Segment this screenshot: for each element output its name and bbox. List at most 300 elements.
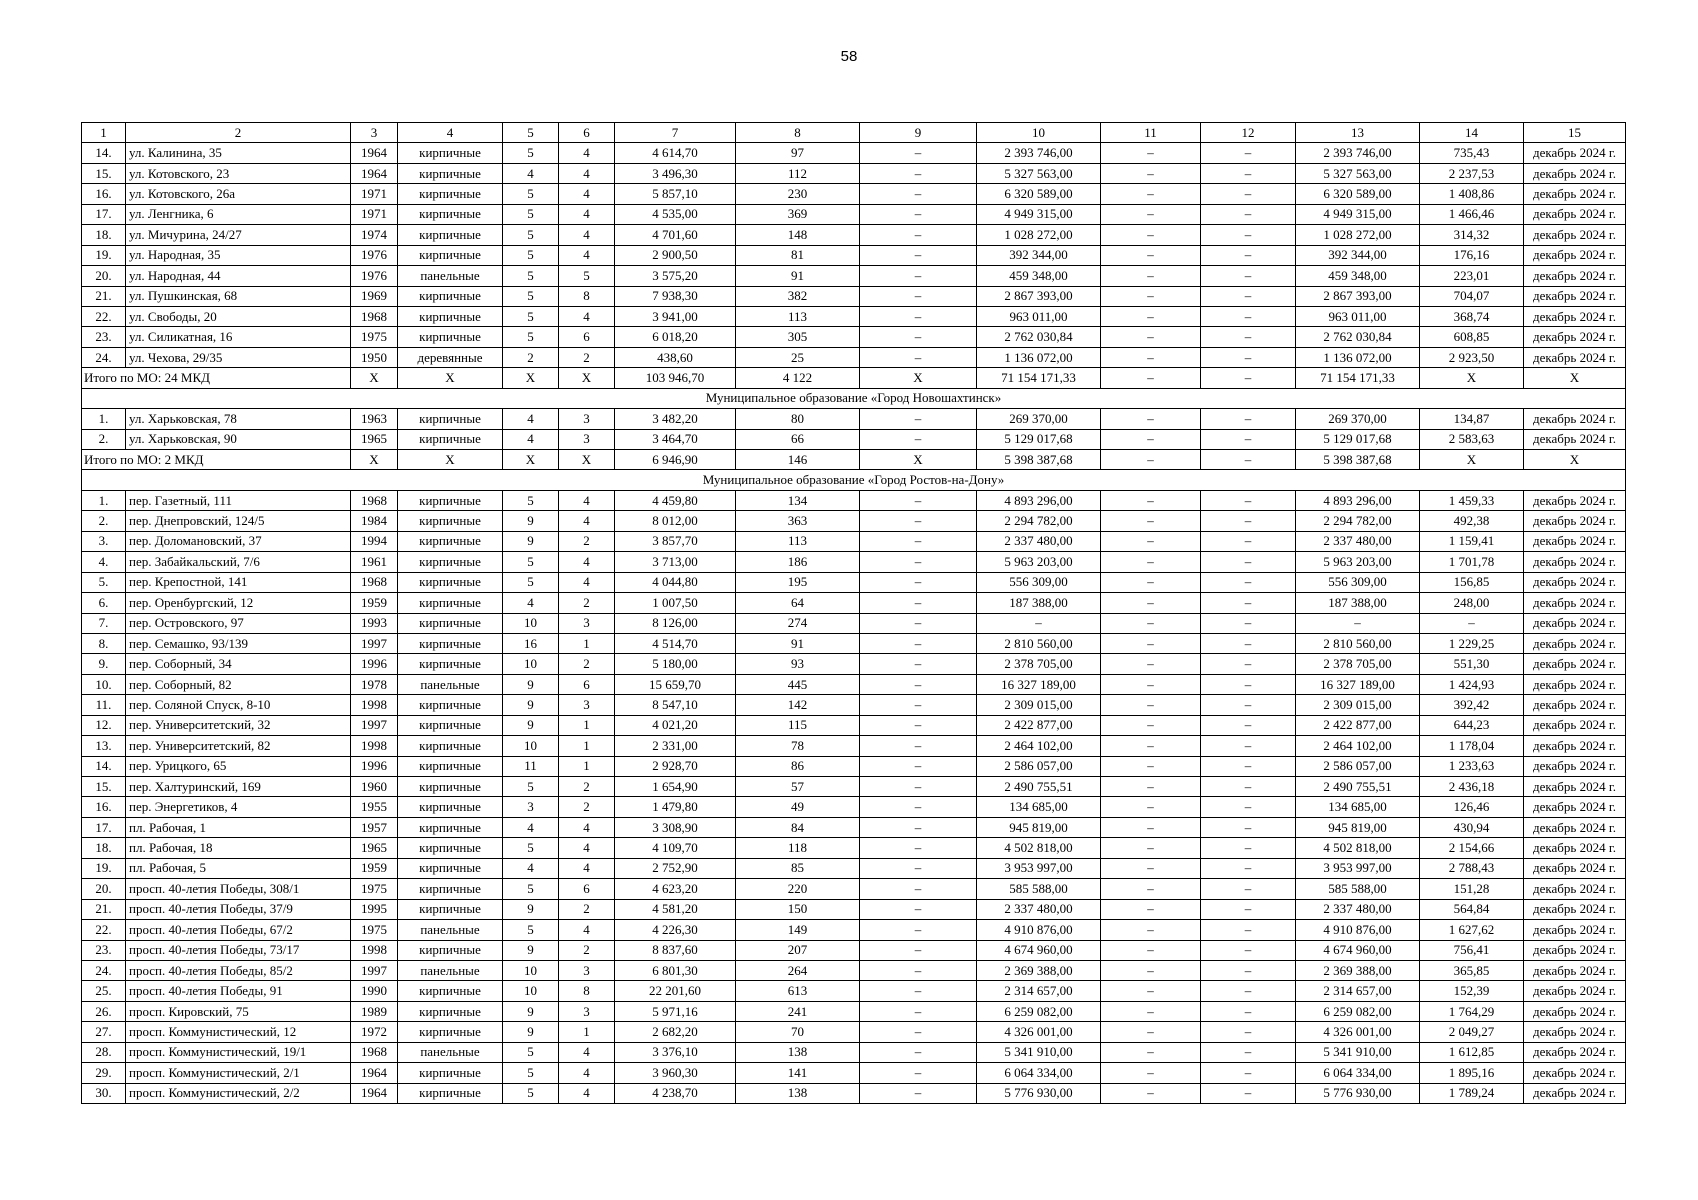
wall-material-cell: кирпичные xyxy=(398,1022,503,1042)
floors-cell: 9 xyxy=(503,715,559,735)
residents-cell: 382 xyxy=(736,286,860,306)
column-number: 9 xyxy=(860,123,977,143)
residents-cell: 445 xyxy=(736,674,860,694)
wall-material-cell: кирпичные xyxy=(398,654,503,674)
floors-cell: 9 xyxy=(503,1022,559,1042)
section-header-row xyxy=(82,470,1626,490)
cost-total-cell: – xyxy=(977,613,1101,633)
col-12-cell: – xyxy=(1201,695,1296,715)
year-built-cell: 1984 xyxy=(351,511,398,531)
residents-cell: 305 xyxy=(736,327,860,347)
address-cell: пер. Энергетиков, 4 xyxy=(126,797,351,817)
table-row xyxy=(82,490,1626,510)
col-9-cell: – xyxy=(860,306,977,326)
entrances-cell: 3 xyxy=(559,409,615,429)
cost-fund-cell: 5 129 017,68 xyxy=(1296,429,1420,449)
year-built-cell: 1971 xyxy=(351,184,398,204)
total-area-cell: 4 021,20 xyxy=(615,715,736,735)
cost-per-sqm-cell: 126,46 xyxy=(1420,797,1524,817)
table-row xyxy=(82,879,1626,899)
total-area-cell: 6 801,30 xyxy=(615,960,736,980)
col-11-cell: – xyxy=(1101,225,1201,245)
total-area-cell: 4 581,20 xyxy=(615,899,736,919)
cost-total-cell: 2 309 015,00 xyxy=(977,695,1101,715)
total-area-cell: 8 547,10 xyxy=(615,695,736,715)
address-cell: ул. Котовского, 23 xyxy=(126,163,351,183)
cost-per-sqm-cell: 2 049,27 xyxy=(1420,1022,1524,1042)
total-area-cell: 3 308,90 xyxy=(615,817,736,837)
residents-cell: 91 xyxy=(736,633,860,653)
row-index-cell: 19. xyxy=(82,245,126,265)
address-cell: ул. Пушкинская, 68 xyxy=(126,286,351,306)
completion-date-cell: декабрь 2024 г. xyxy=(1524,204,1626,224)
col-11-cell: – xyxy=(1101,960,1201,980)
total-cost-per-sqm-cell: Х xyxy=(1420,450,1524,470)
cost-per-sqm-cell: 152,39 xyxy=(1420,981,1524,1001)
cost-total-cell: 945 819,00 xyxy=(977,817,1101,837)
row-index-cell: 19. xyxy=(82,858,126,878)
col-12-cell: – xyxy=(1201,879,1296,899)
wall-material-cell: кирпичные xyxy=(398,736,503,756)
address-cell: просп. 40-летия Победы, 73/17 xyxy=(126,940,351,960)
year-built-cell: 1994 xyxy=(351,531,398,551)
wall-material-cell: кирпичные xyxy=(398,429,503,449)
cost-total-cell: 2 810 560,00 xyxy=(977,633,1101,653)
residents-cell: 70 xyxy=(736,1022,860,1042)
wall-material-cell: кирпичные xyxy=(398,797,503,817)
table-row xyxy=(82,817,1626,837)
table-row xyxy=(82,1063,1626,1083)
col-12-cell: – xyxy=(1201,940,1296,960)
col-12-cell: – xyxy=(1201,715,1296,735)
address-cell: просп. Коммунистический, 2/1 xyxy=(126,1063,351,1083)
col-9-cell: – xyxy=(860,960,977,980)
total-area-cell: 4 226,30 xyxy=(615,920,736,940)
wall-material-cell: кирпичные xyxy=(398,756,503,776)
row-index-cell: 1. xyxy=(82,409,126,429)
floors-cell: 4 xyxy=(503,593,559,613)
completion-date-cell: декабрь 2024 г. xyxy=(1524,838,1626,858)
table-row xyxy=(82,838,1626,858)
wall-material-cell: панельные xyxy=(398,266,503,286)
column-number: 8 xyxy=(736,123,860,143)
table-row xyxy=(82,204,1626,224)
cost-total-cell: 6 320 589,00 xyxy=(977,184,1101,204)
total-area-cell: 1 654,90 xyxy=(615,777,736,797)
residents-cell: 93 xyxy=(736,654,860,674)
total-label: Итого по МО: 2 МКД xyxy=(82,450,351,470)
cost-per-sqm-cell: – xyxy=(1420,613,1524,633)
year-built-cell: 1997 xyxy=(351,960,398,980)
cost-total-cell: 134 685,00 xyxy=(977,797,1101,817)
wall-material-cell: кирпичные xyxy=(398,490,503,510)
col-9-cell: – xyxy=(860,184,977,204)
year-built-cell: 1965 xyxy=(351,429,398,449)
wall-material-cell: кирпичные xyxy=(398,940,503,960)
cost-fund-cell: 187 388,00 xyxy=(1296,593,1420,613)
floors-cell: 9 xyxy=(503,940,559,960)
cost-per-sqm-cell: 644,23 xyxy=(1420,715,1524,735)
row-index-cell: 23. xyxy=(82,940,126,960)
col-9-cell: – xyxy=(860,1022,977,1042)
wall-material-cell: кирпичные xyxy=(398,879,503,899)
residents-cell: 91 xyxy=(736,266,860,286)
column-number: 11 xyxy=(1101,123,1201,143)
row-index-cell: 17. xyxy=(82,817,126,837)
residents-cell: 115 xyxy=(736,715,860,735)
col-11-cell: – xyxy=(1101,633,1201,653)
entrances-cell: 2 xyxy=(559,654,615,674)
year-built-cell: 1950 xyxy=(351,347,398,367)
column-number: 1 xyxy=(82,123,126,143)
entrances-cell: 4 xyxy=(559,1042,615,1062)
total-cost-per-sqm-cell: Х xyxy=(1420,368,1524,388)
row-index-cell: 26. xyxy=(82,1001,126,1021)
year-built-cell: 1997 xyxy=(351,633,398,653)
col-11-cell: – xyxy=(1101,531,1201,551)
cost-fund-cell: 5 341 910,00 xyxy=(1296,1042,1420,1062)
col-12-cell: – xyxy=(1201,960,1296,980)
wall-material-cell: кирпичные xyxy=(398,286,503,306)
cost-per-sqm-cell: 1 701,78 xyxy=(1420,552,1524,572)
year-built-cell: 1998 xyxy=(351,695,398,715)
col-12-cell: – xyxy=(1201,1022,1296,1042)
col-9-cell: – xyxy=(860,920,977,940)
row-index-cell: 4. xyxy=(82,552,126,572)
cost-total-cell: 5 963 203,00 xyxy=(977,552,1101,572)
wall-material-cell: кирпичные xyxy=(398,204,503,224)
floors-cell: 10 xyxy=(503,960,559,980)
residents-cell: 138 xyxy=(736,1083,860,1103)
column-number: 6 xyxy=(559,123,615,143)
column-number: 13 xyxy=(1296,123,1420,143)
col-11-cell: – xyxy=(1101,1022,1201,1042)
wall-material-cell: кирпичные xyxy=(398,306,503,326)
entrances-cell: 1 xyxy=(559,715,615,735)
cost-per-sqm-cell: 1 459,33 xyxy=(1420,490,1524,510)
col-12-cell: – xyxy=(1201,184,1296,204)
col-11-cell: – xyxy=(1101,858,1201,878)
residents-cell: 369 xyxy=(736,204,860,224)
col-9-cell: – xyxy=(860,286,977,306)
row-index-cell: 15. xyxy=(82,163,126,183)
address-cell: пер. Семашко, 93/139 xyxy=(126,633,351,653)
cost-per-sqm-cell: 564,84 xyxy=(1420,899,1524,919)
completion-date-cell: декабрь 2024 г. xyxy=(1524,184,1626,204)
col-12-cell: – xyxy=(1201,1063,1296,1083)
year-built-cell: 1976 xyxy=(351,266,398,286)
completion-date-cell: декабрь 2024 г. xyxy=(1524,531,1626,551)
col-9-cell: – xyxy=(860,695,977,715)
col-11-cell: – xyxy=(1101,306,1201,326)
completion-date-cell: декабрь 2024 г. xyxy=(1524,143,1626,163)
total-area-cell: 22 201,60 xyxy=(615,981,736,1001)
total-completion-date-cell: Х xyxy=(1524,450,1626,470)
total-completion-date-cell: Х xyxy=(1524,368,1626,388)
col-9-cell: – xyxy=(860,838,977,858)
col-12-cell: – xyxy=(1201,858,1296,878)
wall-material-cell: кирпичные xyxy=(398,327,503,347)
wall-material-cell: кирпичные xyxy=(398,613,503,633)
address-cell: просп. Коммунистический, 12 xyxy=(126,1022,351,1042)
col-12-cell: – xyxy=(1201,838,1296,858)
entrances-cell: 4 xyxy=(559,204,615,224)
floors-cell: 9 xyxy=(503,1001,559,1021)
col-9-cell: – xyxy=(860,490,977,510)
residents-cell: 113 xyxy=(736,531,860,551)
col-12-cell: – xyxy=(1201,572,1296,592)
floors-cell: 10 xyxy=(503,654,559,674)
table-row xyxy=(82,286,1626,306)
address-cell: ул. Свободы, 20 xyxy=(126,306,351,326)
total-wall-material-cell: Х xyxy=(398,368,503,388)
cost-per-sqm-cell: 2 923,50 xyxy=(1420,347,1524,367)
floors-cell: 9 xyxy=(503,695,559,715)
total-area-cell: 3 376,10 xyxy=(615,1042,736,1062)
residents-cell: 49 xyxy=(736,797,860,817)
col-9-cell: – xyxy=(860,817,977,837)
completion-date-cell: декабрь 2024 г. xyxy=(1524,756,1626,776)
col-11-cell: – xyxy=(1101,1063,1201,1083)
table-row xyxy=(82,429,1626,449)
col-12-cell: – xyxy=(1201,654,1296,674)
cost-fund-cell: 4 502 818,00 xyxy=(1296,838,1420,858)
completion-date-cell: декабрь 2024 г. xyxy=(1524,940,1626,960)
floors-cell: 5 xyxy=(503,225,559,245)
year-built-cell: 1965 xyxy=(351,838,398,858)
section-header-row xyxy=(82,388,1626,408)
cost-per-sqm-cell: 2 436,18 xyxy=(1420,777,1524,797)
entrances-cell: 4 xyxy=(559,143,615,163)
col-11-cell: – xyxy=(1101,490,1201,510)
col-11-cell: – xyxy=(1101,327,1201,347)
cost-fund-cell: 3 953 997,00 xyxy=(1296,858,1420,878)
floors-cell: 5 xyxy=(503,286,559,306)
col-9-cell: – xyxy=(860,736,977,756)
wall-material-cell: кирпичные xyxy=(398,1001,503,1021)
cost-fund-cell: 2 422 877,00 xyxy=(1296,715,1420,735)
cost-per-sqm-cell: 1 229,25 xyxy=(1420,633,1524,653)
residents-cell: 81 xyxy=(736,245,860,265)
total-area-cell: 4 514,70 xyxy=(615,633,736,653)
table-row xyxy=(82,797,1626,817)
col-11-cell: – xyxy=(1101,572,1201,592)
floors-cell: 5 xyxy=(503,245,559,265)
wall-material-cell: панельные xyxy=(398,920,503,940)
cost-total-cell: 2 393 746,00 xyxy=(977,143,1101,163)
entrances-cell: 2 xyxy=(559,347,615,367)
cost-fund-cell: 4 674 960,00 xyxy=(1296,940,1420,960)
entrances-cell: 4 xyxy=(559,490,615,510)
table-row xyxy=(82,858,1626,878)
completion-date-cell: декабрь 2024 г. xyxy=(1524,736,1626,756)
floors-cell: 9 xyxy=(503,531,559,551)
row-index-cell: 29. xyxy=(82,1063,126,1083)
residents-cell: 613 xyxy=(736,981,860,1001)
total-area-cell: 438,60 xyxy=(615,347,736,367)
row-index-cell: 13. xyxy=(82,736,126,756)
cost-total-cell: 5 129 017,68 xyxy=(977,429,1101,449)
floors-cell: 5 xyxy=(503,490,559,510)
cost-total-cell: 6 064 334,00 xyxy=(977,1063,1101,1083)
table-body xyxy=(82,123,1626,1104)
entrances-cell: 4 xyxy=(559,184,615,204)
wall-material-cell: кирпичные xyxy=(398,858,503,878)
total-floors-cell: Х xyxy=(503,368,559,388)
address-cell: просп. Коммунистический, 19/1 xyxy=(126,1042,351,1062)
cost-fund-cell: 4 893 296,00 xyxy=(1296,490,1420,510)
column-number: 10 xyxy=(977,123,1101,143)
table-row xyxy=(82,940,1626,960)
total-area-cell: 1 479,80 xyxy=(615,797,736,817)
entrances-cell: 4 xyxy=(559,1063,615,1083)
total-area-cell: 7 938,30 xyxy=(615,286,736,306)
total-area-cell: 3 960,30 xyxy=(615,1063,736,1083)
cost-fund-cell: 585 588,00 xyxy=(1296,879,1420,899)
col-9-cell: – xyxy=(860,1083,977,1103)
col-12-cell: – xyxy=(1201,1042,1296,1062)
floors-cell: 10 xyxy=(503,736,559,756)
cost-fund-cell: 2 314 657,00 xyxy=(1296,981,1420,1001)
cost-fund-cell: 5 327 563,00 xyxy=(1296,163,1420,183)
completion-date-cell: декабрь 2024 г. xyxy=(1524,1001,1626,1021)
col-12-cell: – xyxy=(1201,613,1296,633)
total-col-9-cell: Х xyxy=(860,450,977,470)
cost-fund-cell: 2 309 015,00 xyxy=(1296,695,1420,715)
cost-per-sqm-cell: 1 466,46 xyxy=(1420,204,1524,224)
table-row xyxy=(82,572,1626,592)
col-9-cell: – xyxy=(860,940,977,960)
completion-date-cell: декабрь 2024 г. xyxy=(1524,654,1626,674)
cost-fund-cell: 2 762 030,84 xyxy=(1296,327,1420,347)
total-area-cell: 4 044,80 xyxy=(615,572,736,592)
address-cell: ул. Народная, 44 xyxy=(126,266,351,286)
cost-fund-cell: 1 136 072,00 xyxy=(1296,347,1420,367)
total-area-cell: 8 012,00 xyxy=(615,511,736,531)
year-built-cell: 1990 xyxy=(351,981,398,1001)
col-11-cell: – xyxy=(1101,777,1201,797)
cost-total-cell: 5 776 930,00 xyxy=(977,1083,1101,1103)
entrances-cell: 4 xyxy=(559,572,615,592)
col-12-cell: – xyxy=(1201,674,1296,694)
row-index-cell: 24. xyxy=(82,960,126,980)
total-area-cell: 2 928,70 xyxy=(615,756,736,776)
year-built-cell: 1971 xyxy=(351,204,398,224)
col-9-cell: – xyxy=(860,531,977,551)
cost-total-cell: 5 341 910,00 xyxy=(977,1042,1101,1062)
floors-cell: 5 xyxy=(503,266,559,286)
col-9-cell: – xyxy=(860,613,977,633)
table-row xyxy=(82,163,1626,183)
completion-date-cell: декабрь 2024 г. xyxy=(1524,777,1626,797)
year-built-cell: 1959 xyxy=(351,593,398,613)
residents-cell: 86 xyxy=(736,756,860,776)
row-index-cell: 18. xyxy=(82,225,126,245)
col-11-cell: – xyxy=(1101,204,1201,224)
entrances-cell: 4 xyxy=(559,163,615,183)
col-11-cell: – xyxy=(1101,347,1201,367)
total-cost-total-cell: 71 154 171,33 xyxy=(977,368,1101,388)
address-cell: пер. Соборный, 34 xyxy=(126,654,351,674)
cost-per-sqm-cell: 1 408,86 xyxy=(1420,184,1524,204)
address-cell: пер. Соляной Спуск, 8-10 xyxy=(126,695,351,715)
cost-per-sqm-cell: 608,85 xyxy=(1420,327,1524,347)
cost-fund-cell: 1 028 272,00 xyxy=(1296,225,1420,245)
cost-fund-cell: 459 348,00 xyxy=(1296,266,1420,286)
residents-cell: 195 xyxy=(736,572,860,592)
residents-cell: 264 xyxy=(736,960,860,980)
row-index-cell: 16. xyxy=(82,184,126,204)
completion-date-cell: декабрь 2024 г. xyxy=(1524,960,1626,980)
col-11-cell: – xyxy=(1101,1042,1201,1062)
row-index-cell: 14. xyxy=(82,143,126,163)
cost-fund-cell: 945 819,00 xyxy=(1296,817,1420,837)
total-area-cell: 2 900,50 xyxy=(615,245,736,265)
entrances-cell: 4 xyxy=(559,552,615,572)
total-area-cell: 3 575,20 xyxy=(615,266,736,286)
col-12-cell: – xyxy=(1201,552,1296,572)
floors-cell: 5 xyxy=(503,1083,559,1103)
table-row xyxy=(82,695,1626,715)
entrances-cell: 5 xyxy=(559,266,615,286)
total-area-cell: 3 464,70 xyxy=(615,429,736,449)
completion-date-cell: декабрь 2024 г. xyxy=(1524,695,1626,715)
address-cell: просп. 40-летия Победы, 308/1 xyxy=(126,879,351,899)
cost-total-cell: 3 953 997,00 xyxy=(977,858,1101,878)
col-11-cell: – xyxy=(1101,143,1201,163)
total-area-cell: 3 857,70 xyxy=(615,531,736,551)
entrances-cell: 3 xyxy=(559,1001,615,1021)
wall-material-cell: кирпичные xyxy=(398,409,503,429)
cost-per-sqm-cell: 551,30 xyxy=(1420,654,1524,674)
total-area-cell: 3 941,00 xyxy=(615,306,736,326)
cost-per-sqm-cell: 735,43 xyxy=(1420,143,1524,163)
address-cell: ул. Котовского, 26а xyxy=(126,184,351,204)
total-area-cell: 4 623,20 xyxy=(615,879,736,899)
cost-fund-cell: 6 259 082,00 xyxy=(1296,1001,1420,1021)
wall-material-cell: кирпичные xyxy=(398,552,503,572)
col-12-cell: – xyxy=(1201,899,1296,919)
residents-cell: 186 xyxy=(736,552,860,572)
entrances-cell: 2 xyxy=(559,593,615,613)
residents-cell: 80 xyxy=(736,409,860,429)
col-9-cell: – xyxy=(860,245,977,265)
cost-fund-cell: 2 337 480,00 xyxy=(1296,531,1420,551)
column-number-row xyxy=(82,123,1626,143)
entrances-cell: 4 xyxy=(559,511,615,531)
cost-per-sqm-cell: 1 178,04 xyxy=(1420,736,1524,756)
cost-per-sqm-cell: 1 159,41 xyxy=(1420,531,1524,551)
entrances-cell: 6 xyxy=(559,327,615,347)
col-9-cell: – xyxy=(860,143,977,163)
cost-fund-cell: 963 011,00 xyxy=(1296,306,1420,326)
wall-material-cell: кирпичные xyxy=(398,838,503,858)
total-area-cell: 5 180,00 xyxy=(615,654,736,674)
row-index-cell: 30. xyxy=(82,1083,126,1103)
completion-date-cell: декабрь 2024 г. xyxy=(1524,511,1626,531)
col-11-cell: – xyxy=(1101,695,1201,715)
col-12-cell: – xyxy=(1201,736,1296,756)
total-area-cell: 8 126,00 xyxy=(615,613,736,633)
col-9-cell: – xyxy=(860,715,977,735)
year-built-cell: 1968 xyxy=(351,572,398,592)
col-12-cell: – xyxy=(1201,245,1296,265)
wall-material-cell: кирпичные xyxy=(398,715,503,735)
cost-fund-cell: 2 586 057,00 xyxy=(1296,756,1420,776)
completion-date-cell: декабрь 2024 г. xyxy=(1524,327,1626,347)
cost-fund-cell: 269 370,00 xyxy=(1296,409,1420,429)
col-9-cell: – xyxy=(860,266,977,286)
